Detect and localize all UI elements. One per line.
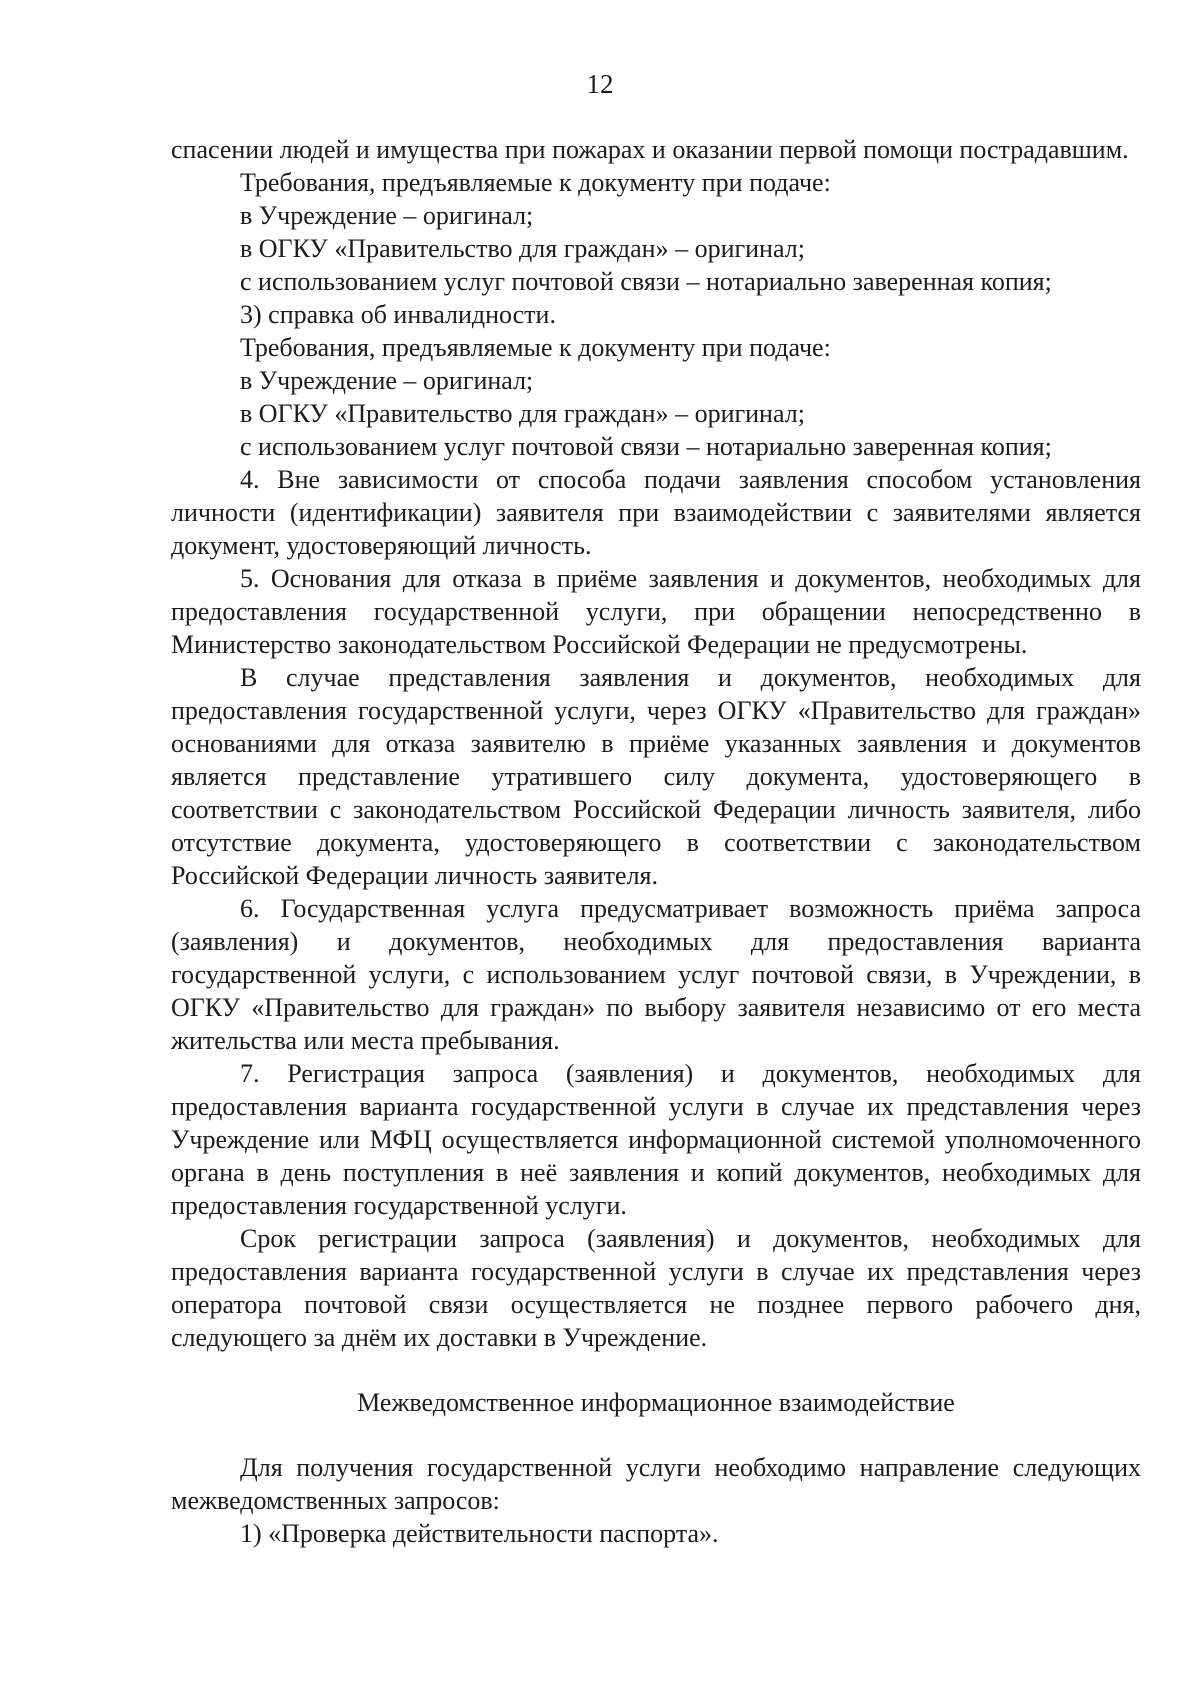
- paragraph: спасении людей и имущества при пожарах и оказании первой помощи пострадавшим.: [171, 135, 1129, 164]
- paragraph: в Учреждение – оригинал;: [240, 201, 534, 230]
- paragraph: с использованием услуг почтовой связи – нотариально заверенная копия;: [240, 432, 1052, 461]
- section-heading: Межведомственное информационное взаимодействие: [357, 1388, 955, 1417]
- paragraph: в ОГКУ «Правительство для граждан» – оригинал;: [240, 399, 805, 428]
- paragraph: Для получения государственной услуги необходимо направление следующих межведомственных запросов:: [171, 1453, 1141, 1515]
- paragraph: Требования, предъявляемые к документу при подаче:: [240, 333, 831, 362]
- paragraph: Требования, предъявляемые к документу при подаче:: [240, 168, 831, 197]
- paragraph: в ОГКУ «Правительство для граждан» – оригинал;: [240, 234, 805, 263]
- document-body: [171, 133, 1141, 1550]
- paragraph: В случае представления заявления и документов, необходимых для предоставления государственной услуги, через ОГКУ «Правительство для граждан» основаниями для отказа заявителю в приёме указанных заявления и документов является представление утратившего силу документа, удостоверяющего в соответствии с законодательством Российской Федерации личность заявителя, либо отсутствие документа, удостоверяющего в соответствии с законодательством Российской Федерации личность заявителя.: [171, 663, 1141, 890]
- list-item: 3) справка об инвалидности.: [240, 300, 556, 329]
- list-item: 4. Вне зависимости от способа подачи заявления способом установления личности (идентификации) заявителя при взаимодействии с заявителями является документ, удостоверяющий личность.: [171, 465, 1141, 560]
- list-item: 6. Государственная услуга предусматривает возможность приёма запроса (заявления) и документов, необходимых для предоставления варианта государственной услуги, с использованием услуг почтовой связи, в Учреждении, в ОГКУ «Правительство для граждан» по выбору заявителя независимо от его места жительства или места пребывания.: [171, 894, 1141, 1055]
- paragraph: Срок регистрации запроса (заявления) и документов, необходимых для предоставления варианта государственной услуги в случае их представления через оператора почтовой связи осуществляется не позднее первого рабочего дня, следующего за днём их доставки в Учреждение.: [171, 1224, 1141, 1352]
- paragraph: в Учреждение – оригинал;: [240, 366, 534, 395]
- page-number: 12: [586, 69, 614, 99]
- list-item: 7. Регистрация запроса (заявления) и документов, необходимых для предоставления варианта государственной услуги в случае их представления через Учреждение или МФЦ осуществляется информационной системой уполномоченного органа в день поступления в неё заявления и копий документов, необходимых для предоставления государственной услуги.: [171, 1059, 1141, 1220]
- paragraph: с использованием услуг почтовой связи – нотариально заверенная копия;: [240, 267, 1052, 296]
- list-item: 1) «Проверка действительности паспорта».: [240, 1519, 719, 1548]
- list-item: 5. Основания для отказа в приёме заявления и документов, необходимых для предоставления государственной услуги, при обращении непосредственно в Министерство законодательством Российской Федерации не предусмотрены.: [171, 564, 1141, 659]
